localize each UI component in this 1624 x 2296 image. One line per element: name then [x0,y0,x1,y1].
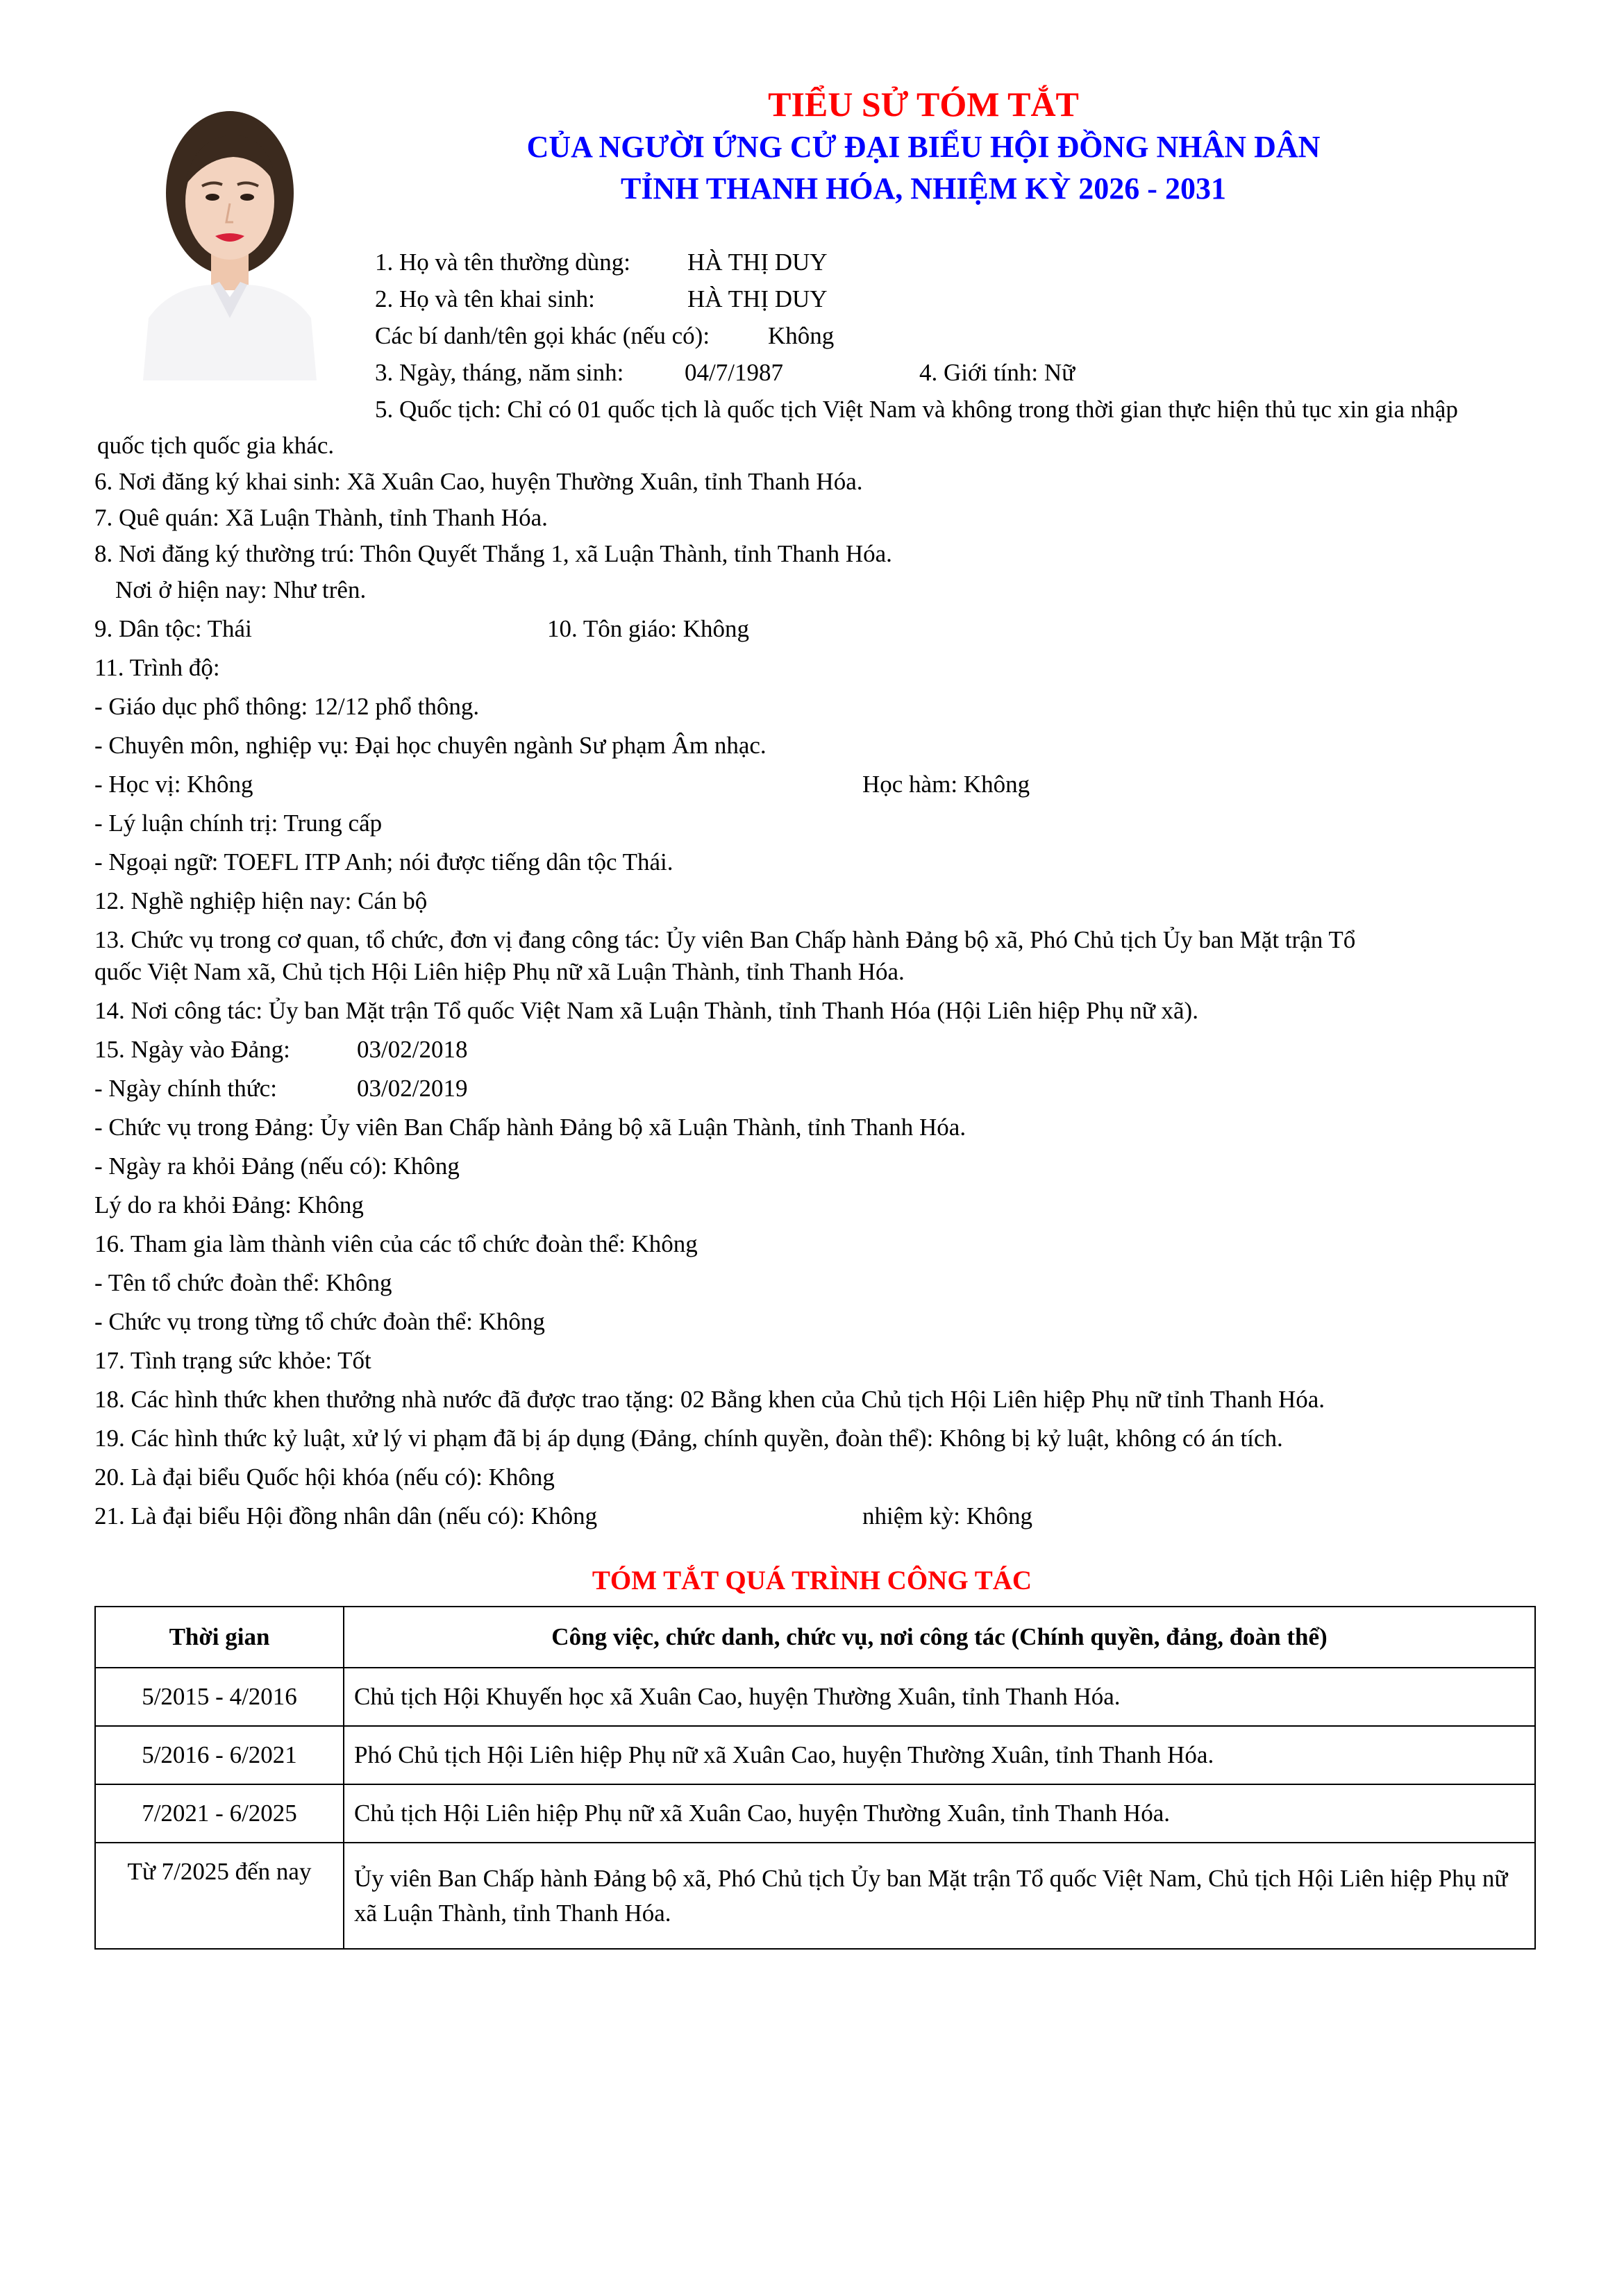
field-birth-registration: 6. Nơi đăng ký khai sinh: Xã Xuân Cao, huyện Thường Xuân, tỉnh Thanh Hóa. [94,468,863,495]
table-header-row [95,1607,1535,1668]
field-general-education: - Giáo dục phổ thông: 12/12 phổ thông. [94,693,480,720]
field-label: 15. Ngày vào Đảng: [94,1036,290,1063]
portrait-photo [129,89,330,380]
column-header-time: Thời gian [95,1607,344,1668]
field-academic-title: Học hàm: Không [862,771,1030,798]
row-description: Chủ tịch Hội Liên hiệp Phụ nữ xã Xuân Cao, huyện Thường Xuân, tỉnh Thanh Hóa. [344,1784,1535,1843]
work-history-title: TÓM TẮT QUÁ TRÌNH CÔNG TÁC [592,1566,1032,1595]
field-discipline: 19. Các hình thức kỷ luật, xử lý vi phạm đã bị áp dụng (Đảng, chính quyền, đoàn thể): Không bị kỷ luật, không có án tích. [94,1425,1283,1452]
field-value: 03/02/2019 [357,1075,468,1102]
field-party-left-reason: Lý do ra khỏi Đảng: Không [94,1191,364,1218]
field-education: 11. Trình độ: [94,654,220,681]
row-description: Phó Chủ tịch Hội Liên hiệp Phụ nữ xã Xuân Cao, huyện Thường Xuân, tỉnh Thanh Hóa. [344,1726,1535,1784]
field-party-join-date [94,1034,468,1065]
field-label: 2. Họ và tên khai sinh: [375,285,595,312]
field-political-theory: - Lý luận chính trị: Trung cấp [94,810,383,837]
field-nationality-cont: quốc tịch quốc gia khác. [97,432,335,459]
field-ethnicity: 9. Dân tộc: Thái [94,615,252,642]
document-header [389,82,1458,210]
field-gender: 4. Giới tính: Nữ [919,359,1075,386]
row-time: 5/2015 - 4/2016 [95,1668,344,1726]
field-nationality: 5. Quốc tịch: Chỉ có 01 quốc tịch là quốc tịch Việt Nam và không trong thời gian thực hiện thủ tục xin gia nhập [375,396,1458,423]
portrait-image [129,89,330,380]
field-workplace: 14. Nơi công tác: Ủy ban Mặt trận Tổ quốc Việt Nam xã Luận Thành, tỉnh Thanh Hóa (Hội Liên hiệp Phụ nữ xã). [94,997,1198,1024]
field-value: 03/02/2018 [357,1036,468,1063]
field-academic-degree: - Học vị: Không [94,771,253,798]
field-alias [375,321,835,351]
work-history-table [94,1606,1536,1950]
document-subtitle-1: CỦA NGƯỜI ỨNG CỬ ĐẠI BIỂU HỘI ĐỒNG NHÂN DÂN [526,130,1321,164]
field-label: 3. Ngày, tháng, năm sinh: [375,359,624,386]
field-organization-position: - Chức vụ trong từng tổ chức đoàn thể: Không [94,1308,545,1335]
field-current-residence: Nơi ở hiện nay: Như trên. [115,576,367,603]
field-current-position: 13. Chức vụ trong cơ quan, tổ chức, đơn vị đang công tác: Ủy viên Ban Chấp hành Đảng bộ xã, Phó Chủ tịch Ủy ban Mặt trận Tổ [94,926,1356,953]
table-row [95,1726,1535,1784]
field-ethnicity-religion [94,614,750,644]
field-birth-name [375,284,828,315]
column-header-description: Công việc, chức danh, chức vụ, nơi công tác (Chính quyền, đảng, đoàn thể) [344,1607,1535,1668]
field-occupation: 12. Nghề nghiệp hiện nay: Cán bộ [94,887,428,914]
document-title: TIỂU SỬ TÓM TẮT [768,85,1079,124]
field-health: 17. Tình trạng sức khỏe: Tốt [94,1347,371,1374]
row-description: Chủ tịch Hội Khuyến học xã Xuân Cao, huyện Thường Xuân, tỉnh Thanh Hóa. [344,1668,1535,1726]
table-row [95,1784,1535,1843]
field-organizations: 16. Tham gia làm thành viên của các tổ chức đoàn thể: Không [94,1230,698,1257]
field-peoples-council [94,1501,1032,1532]
table-row [95,1843,1535,1949]
field-organization-name: - Tên tổ chức đoàn thể: Không [94,1269,392,1296]
field-label: 1. Họ và tên thường dùng: [375,249,630,276]
field-value: HÀ THỊ DUY [687,249,828,276]
field-specialization: - Chuyên môn, nghiệp vụ: Đại học chuyên ngành Sư phạm Âm nhạc. [94,732,767,759]
field-religion: 10. Tôn giáo: Không [547,615,750,642]
row-description: Ủy viên Ban Chấp hành Đảng bộ xã, Phó Chủ tịch Ủy ban Mặt trận Tổ quốc Việt Nam, Chủ tịch Hội Liên hiệp Phụ nữ xã Luận Thành, tỉnh Thanh Hóa. [344,1843,1535,1949]
field-value: Không [768,322,835,349]
row-time: Từ 7/2025 đến nay [95,1843,344,1949]
field-foreign-language: - Ngoại ngữ: TOEFL ITP Anh; nói được tiếng dân tộc Thái. [94,848,673,875]
field-permanent-residence: 8. Nơi đăng ký thường trú: Thôn Quyết Thắng 1, xã Luận Thành, tỉnh Thanh Hóa. [94,540,892,567]
field-degree [94,769,1030,800]
row-time: 5/2016 - 6/2021 [95,1726,344,1784]
field-hometown: 7. Quê quán: Xã Luận Thành, tỉnh Thanh Hóa. [94,504,548,531]
field-party-official-date [94,1073,468,1104]
field-council-term: nhiệm kỳ: Không [862,1502,1032,1530]
field-awards: 18. Các hình thức khen thưởng nhà nước đã được trao tặng: 02 Bằng khen của Chủ tịch Hội Liên hiệp Phụ nữ tỉnh Thanh Hóa. [94,1386,1325,1413]
field-common-name [375,247,828,278]
field-council-member: 21. Là đại biểu Hội đồng nhân dân (nếu có): Không [94,1502,598,1530]
field-label: Các bí danh/tên gọi khác (nếu có): [375,322,710,349]
field-value: 04/7/1987 [685,359,783,386]
field-value: HÀ THỊ DUY [687,285,828,312]
field-national-assembly: 20. Là đại biểu Quốc hội khóa (nếu có): Không [94,1464,555,1491]
table-row [95,1668,1535,1726]
field-current-position-cont: quốc Việt Nam xã, Chủ tịch Hội Liên hiệp Phụ nữ xã Luận Thành, tỉnh Thanh Hóa. [94,958,905,985]
field-label: - Ngày chính thức: [94,1075,277,1102]
field-dob [375,358,1075,388]
document-subtitle-2: TỈNH THANH HÓA, NHIỆM KỲ 2026 - 2031 [621,171,1226,206]
field-party-position: - Chức vụ trong Đảng: Ủy viên Ban Chấp hành Đảng bộ xã Luận Thành, tỉnh Thanh Hóa. [94,1114,966,1141]
field-party-left-date: - Ngày ra khỏi Đảng (nếu có): Không [94,1153,460,1180]
row-time: 7/2021 - 6/2025 [95,1784,344,1843]
